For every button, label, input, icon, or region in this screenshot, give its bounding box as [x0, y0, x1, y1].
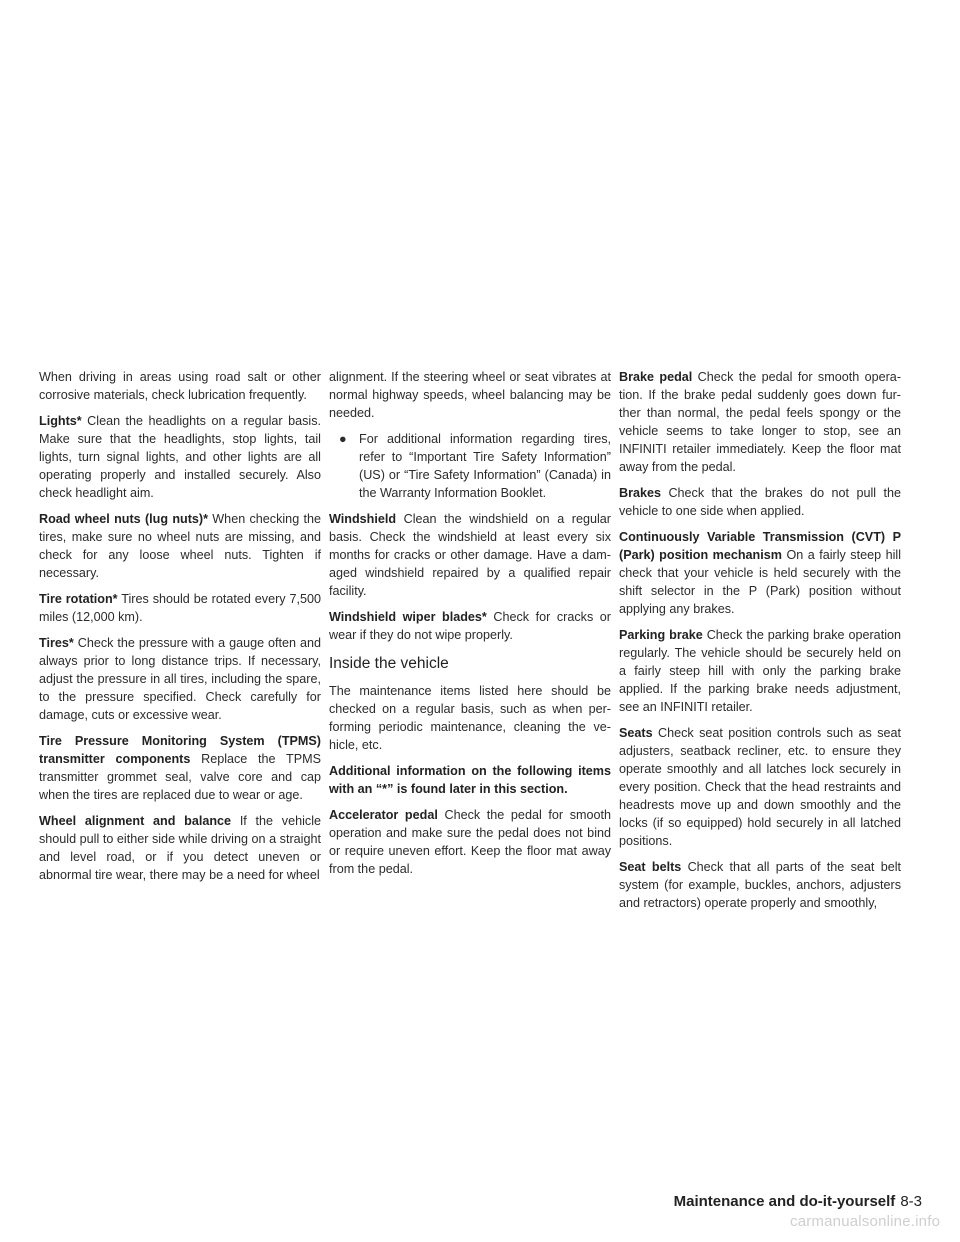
- term-tires: Tires*: [39, 636, 74, 650]
- item-brake-pedal: [619, 368, 901, 476]
- item-tpms: [39, 732, 321, 804]
- paragraph-alignment-continued: alignment. If the steering wheel or seat vibrates at normal highway speeds, wheel balancing may be needed.: [329, 370, 611, 420]
- text-brakes: Check that the brakes do not pull the vehicle to one side when applied.: [619, 486, 901, 518]
- term-tpms: Tire Pressure Monitoring System (TPMS) transmitter components: [39, 734, 321, 766]
- column-middle: [329, 368, 611, 886]
- footer-section-title: Maintenance and do-it-yourself: [673, 1193, 896, 1210]
- term-parking-brake: Parking brake: [619, 628, 703, 642]
- term-accelerator-pedal: Accelerator pedal: [329, 808, 438, 822]
- item-brakes: [619, 484, 901, 520]
- item-wheel-alignment: [39, 812, 321, 884]
- paragraph-additional-info: Additional information on the following items with an “*” is found later in this section.: [329, 764, 611, 796]
- section-heading-inside-vehicle: Inside the vehicle: [329, 655, 449, 672]
- item-seats: [619, 724, 901, 850]
- text-seats: Check seat position controls such as seat adjusters, seatback recliner, etc. to ensure they operate smoothly and all latches lock securely in every position. Check that the head restraints and headrests move up and down smoothly and the locks (if so equipped) hold securely in all latched positions.: [619, 726, 901, 848]
- item-accelerator-pedal: [329, 806, 611, 878]
- text-cvt-park: On a fairly steep hill check that your vehicle is held securely with the shift selector in the P (Park) position without applying any brakes.: [619, 548, 901, 616]
- term-wiper-blades: Windshield wiper blades*: [329, 610, 487, 624]
- text-accelerator-pedal: Check the pedal for smooth operation and make sure the pedal does not bind or require uneven effort. Keep the floor mat away from the pedal.: [329, 808, 611, 876]
- page-footer: [640, 1192, 922, 1212]
- paragraph-road-salt: When driving in areas using road salt or other corrosive materials, check lubrication frequently.: [39, 370, 321, 402]
- item-windshield: [329, 510, 611, 600]
- item-cvt-park: [619, 528, 901, 618]
- term-brakes: Brakes: [619, 486, 662, 500]
- text-wheel-alignment: If the vehicle should pull to either side while driving on a straight and level road, or if you detect uneven or abnormal tire wear, there may be a need for wheel: [39, 814, 321, 882]
- term-brake-pedal: Brake pedal: [619, 370, 693, 384]
- text-parking-brake: Check the parking brake operation regularly. The vehicle should be securely held on a fairly steep hill with only the parking brake applied. If the parking brake needs adjustment, see an INFINITI retailer.: [619, 628, 901, 714]
- text-seat-belts: Check that all parts of the seat belt system (for example, buckles, anchors, adjusters and retractors) operate properly and smoothly,: [619, 860, 901, 910]
- text-tire-rotation: Tires should be rotated every 7,500 miles (12,000 km).: [39, 592, 322, 624]
- bullet-icon: ●: [339, 432, 347, 446]
- item-wheel-nuts: [39, 510, 321, 582]
- text-wheel-nuts: When checking the tires, make sure no wheel nuts are missing, and check for any loose wheel nuts. Tighten if necessary.: [39, 512, 321, 580]
- term-windshield: Windshield: [329, 512, 397, 526]
- term-lights: Lights*: [39, 414, 82, 428]
- text-lights: Clean the headlights on a regular basis. Make sure that the headlights, stop lights, tail lights, turn signal lights, and other lights are all operating properly and installed securely. Also check headlight aim.: [39, 414, 321, 500]
- term-tire-rotation: Tire rotation*: [39, 592, 118, 606]
- term-seats: Seats: [619, 726, 653, 740]
- item-lights: [39, 412, 321, 502]
- item-parking-brake: [619, 626, 901, 716]
- term-seat-belts: Seat belts: [619, 860, 682, 874]
- term-cvt-park: Continuously Variable Transmission (CVT) P (Park) position mechanism: [619, 530, 901, 562]
- item-wiper-blades: [329, 608, 611, 644]
- bullet-tire-info: [329, 430, 611, 502]
- page-number: 8-3: [900, 1193, 922, 1210]
- bullet-text: For additional information regarding tires, refer to “Important Tire Safety Information” (US) or “Tire Safety Information” (Canada) in the Warranty Information Booklet.: [359, 432, 611, 500]
- column-left: [39, 368, 321, 892]
- paragraph-inside-intro: The maintenance items listed here should be checked on a regular basis, such as when performing periodic maintenance, cleaning the vehicle, etc.: [329, 684, 611, 752]
- item-tire-rotation: [39, 590, 321, 626]
- text-windshield: Clean the windshield on a regular basis. Check the windshield at least every six months for cracks or other damage. Have a damaged windshield repaired by a qualified repair facility.: [329, 512, 611, 598]
- item-seat-belts: [619, 858, 901, 912]
- text-brake-pedal: Check the pedal for smooth operation. If the brake pedal suddenly goes down further than normal, the pedal feels spongy or the vehicle seems to take longer to stop, see an INFINITI retailer immediately. Keep the floor mat away from the pedal.: [619, 370, 902, 474]
- text-wiper-blades: Check for cracks or wear if they do not wipe properly.: [329, 610, 611, 642]
- term-wheel-nuts: Road wheel nuts (lug nuts)*: [39, 512, 208, 526]
- text-tires: Check the pressure with a gauge often and always prior to long distance trips. If necessary, adjust the pressure in all tires, including the spare, to the pressure specified. Check carefully for damage, cuts or excessive wear.: [39, 636, 322, 722]
- item-tires: [39, 634, 321, 724]
- column-right: [619, 368, 901, 920]
- watermark: carmanualsonline.info: [790, 1213, 941, 1230]
- term-wheel-alignment: Wheel alignment and balance: [39, 814, 232, 828]
- text-tpms: Replace the TPMS transmitter grommet seal, valve core and cap when the tires are replaced due to wear or age.: [39, 752, 321, 802]
